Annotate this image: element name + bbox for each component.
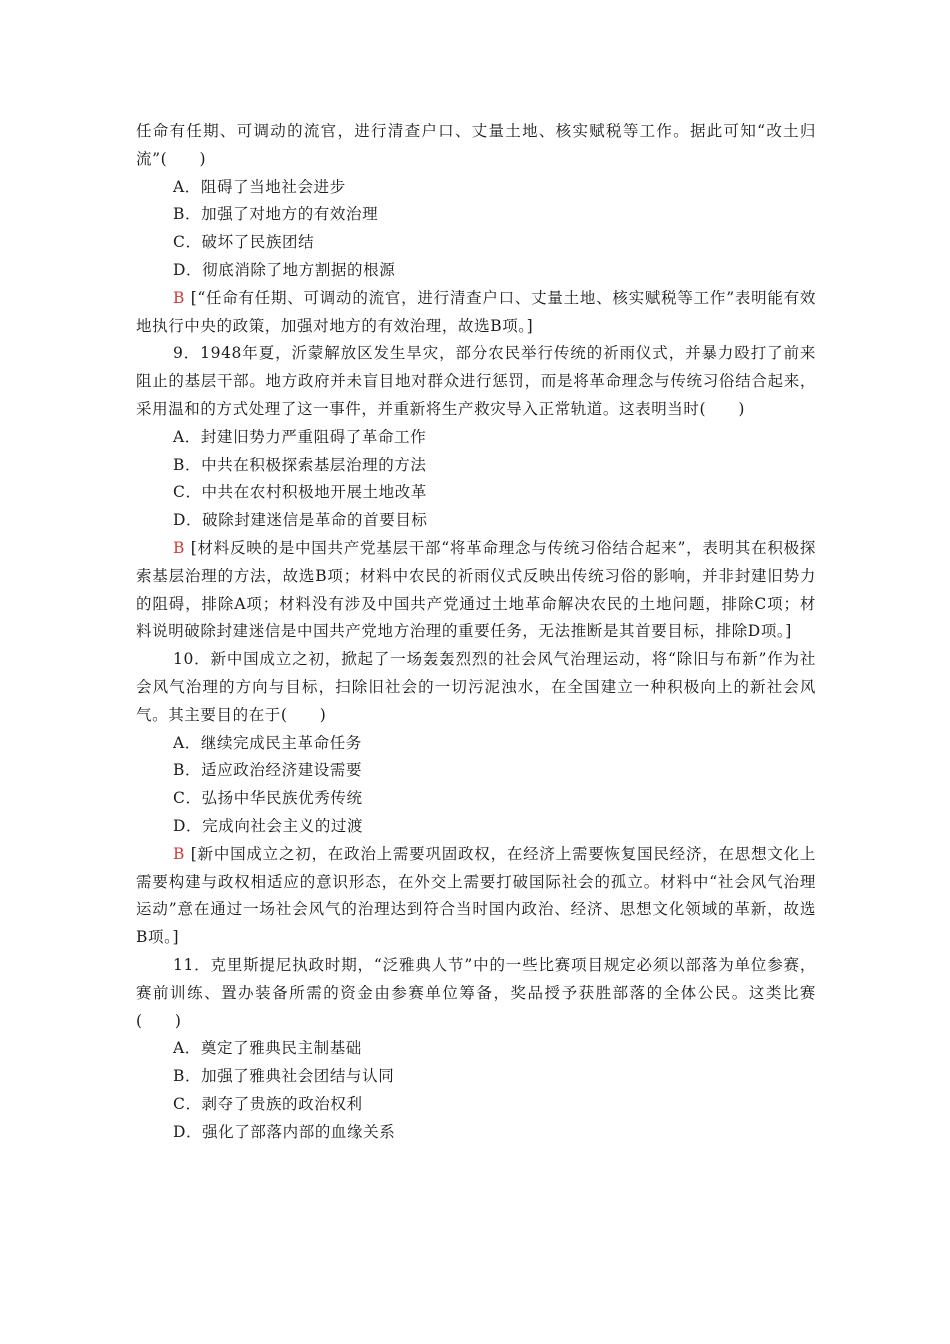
question-8-analysis: [“任命有任期、可调动的流官，进行清查户口、丈量土地、核实赋税等工作”表明能有效地执行中央的政策，加强对地方的有效治理，故选B项。]: [136, 288, 816, 335]
question-8-stem: 任命有任期、可调动的流官，进行清查户口、丈量土地、核实赋税等工作。据此可知“改土归流”( ): [136, 122, 816, 168]
question-8-option-a: A．阻碍了当地社会进步: [173, 177, 346, 196]
question-10-stem: 10．新中国成立之初，掀起了一场轰轰烈烈的社会风气治理运动，将“除旧与布新”作为社会风气治理的方向与目标，扫除旧社会的一切污泥浊水，在全国建立一种积极向上的新社会风气。其主要目的在于( ): [136, 650, 816, 724]
question-10: [136, 646, 816, 952]
question-9-option-c: C．中共在农村积极地开展土地改革: [173, 483, 427, 502]
question-9-stem: 9．1948年夏，沂蒙解放区发生旱灾，部分农民举行传统的祈雨仪式，并暴力殴打了前来阻止的基层干部。地方政府并未盲目地对群众进行惩罚，而是将革命理念与传统习俗结合起来，采用温和的方式处理了这一事件，并重新将生产救灾导入正常轨道。这表明当时( ): [136, 344, 816, 418]
question-9-answer: [136, 535, 816, 646]
question-8-answer-letter: B: [173, 288, 185, 307]
question-11-stem: 11．克里斯提尼执政时期，“泛雅典人节”中的一些比赛项目规定必须以部落为单位参赛，赛前训练、置办装备所需的资金由参赛单位筹备，奖品授予获胜部落的全体公民。这类比赛( ): [136, 955, 816, 1030]
question-8-answer: [136, 285, 816, 341]
question-10-option-d: D．完成向社会主义的过渡: [173, 816, 364, 835]
question-11-option-a: A．奠定了雅典民主制基础: [173, 1039, 362, 1058]
question-9-analysis: [材料反映的是中国共产党基层干部“将革命理念与传统习俗结合起来”，表明其在积极探索基层治理的方法，故选B项；材料中农民的祈雨仪式反映出传统习俗的影响，并非封建旧势力的阻碍，排除A项；材料没有涉及中国共产党通过土地革命解决农民的土地问题，排除C项；材料说明破除封建迷信是中国共产党地方治理的重要任务，无法推断是其首要目标，排除D项。]: [136, 538, 816, 641]
question-10-answer: [136, 841, 816, 952]
question-11-option-b: B．加强了雅典社会团结与认同: [173, 1067, 395, 1086]
document-page: [136, 118, 816, 1146]
question-10-analysis: [新中国成立之初，在政治上需要巩固政权，在经济上需要恢复国民经济，在思想文化上需要构建与政权相适应的意识形态，在外交上需要打破国际社会的孤立。材料中“社会风气治理运动”意在通过一场社会风气的治理达到符合当时国内政治、经济、思想文化领域的革新，故选B项。]: [136, 844, 817, 947]
question-11-option-c: C．剥夺了贵族的政治权利: [173, 1094, 363, 1113]
question-11: [136, 952, 816, 1147]
question-9-option-b: B．中共在积极探索基层治理的方法: [173, 455, 427, 474]
question-8-option-d: D．彻底消除了地方割据的根源: [173, 260, 396, 279]
question-9-option-d: D．破除封建迷信是革命的首要目标: [173, 511, 428, 530]
question-8-option-c: C．破坏了民族团结: [173, 233, 315, 252]
question-8: [136, 118, 816, 340]
question-8-option-b: B．加强了对地方的有效治理: [173, 205, 379, 224]
question-9: [136, 340, 816, 646]
question-10-option-b: B．适应政治经济建设需要: [173, 761, 363, 780]
question-10-option-c: C．弘扬中华民族优秀传统: [173, 789, 363, 808]
question-10-answer-letter: B: [173, 844, 185, 863]
question-10-option-a: A．继续完成民主革命任务: [173, 733, 362, 752]
question-11-option-d: D．强化了部落内部的血缘关系: [173, 1122, 396, 1141]
question-9-answer-letter: B: [173, 538, 185, 557]
question-9-option-a: A．封建旧势力严重阻碍了革命工作: [173, 427, 427, 446]
